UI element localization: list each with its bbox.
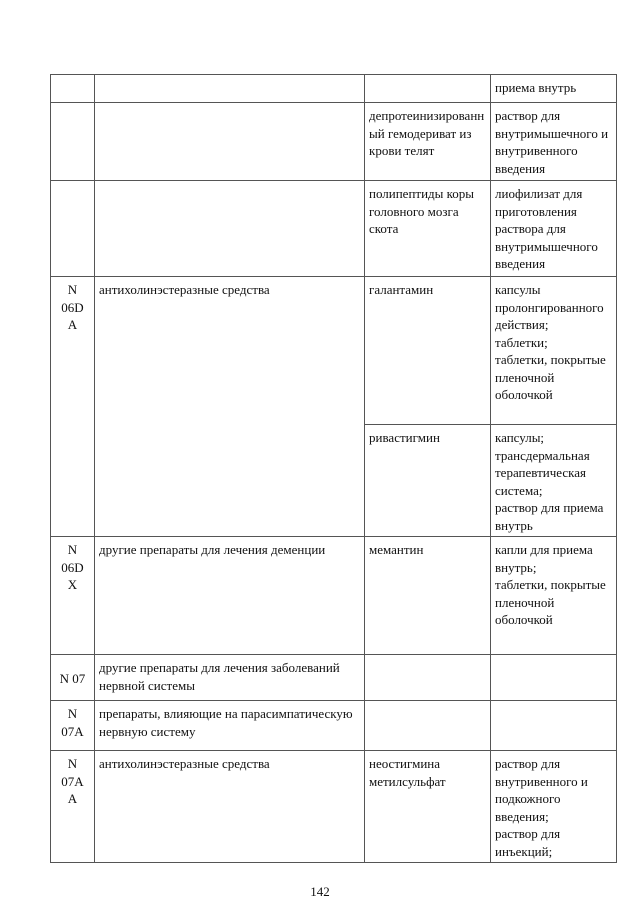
substance-cell (365, 75, 491, 103)
dosage-form-line: таблетки, покрытые пленочной оболочкой (495, 577, 606, 627)
table-row (51, 181, 617, 277)
substance-cell: неостигмина метилсульфат (365, 751, 491, 863)
dosage-form-cell (491, 655, 617, 701)
table-row (51, 103, 617, 181)
atc-code-cell (51, 181, 95, 277)
group-cell: препараты, влияющие на парасимпатическую нервную систему (95, 701, 365, 751)
table-row (51, 277, 617, 425)
atc-code-line: 07A (61, 773, 84, 789)
page-number: 142 (310, 884, 330, 899)
atc-code-line: 06D (61, 559, 84, 575)
substance-cell: ривастигмин (365, 425, 491, 537)
substance-cell (365, 701, 491, 751)
dosage-form-line: трансдермальная терапевтическая система; (495, 447, 590, 498)
group-cell (95, 181, 365, 277)
table-row (51, 701, 617, 751)
dosage-form-line: таблетки, покрытые пленочной оболочкой (495, 352, 606, 402)
dosage-form-cell (491, 701, 617, 751)
dosage-form-line: раствор для приема внутрь (495, 500, 604, 533)
dosage-form-cell (491, 751, 617, 863)
atc-code-line: 07A (61, 723, 84, 739)
group-cell: другие препараты для лечения деменции (95, 537, 365, 655)
table-row (51, 537, 617, 655)
atc-code-line: N (67, 542, 78, 557)
dosage-form-cell (491, 277, 617, 425)
group-cell: антихолинэстеразные средства (95, 277, 365, 537)
table-row (51, 75, 617, 103)
atc-code-cell (51, 701, 95, 751)
dosage-form-line: капсулы; (495, 430, 545, 445)
dosage-form-line: капсулы пролонгированного действия; (495, 282, 604, 332)
substance-cell: галантамин (365, 277, 491, 425)
table-row (51, 751, 617, 863)
atc-code-cell (51, 103, 95, 181)
dosage-form-line: раствор для внутривенного и подкожного введения; (495, 756, 588, 824)
atc-code-cell (51, 751, 95, 863)
atc-code-cell (51, 537, 95, 655)
substance-cell: депротеинизированный гемодериват из крови телят (365, 103, 491, 181)
atc-code-line: N 07 (59, 670, 86, 686)
atc-code-line: N (67, 282, 78, 297)
atc-code-line: N (67, 706, 78, 721)
atc-code-line: A (67, 791, 78, 806)
dosage-form-line: таблетки; (495, 334, 548, 350)
dosage-form-line: капли для приема внутрь; (495, 542, 593, 575)
substance-cell: мемантин (365, 537, 491, 655)
group-cell (95, 103, 365, 181)
dosage-form-cell (491, 537, 617, 655)
atc-code-cell (51, 655, 95, 701)
atc-code-line: N (67, 756, 78, 771)
group-cell (95, 75, 365, 103)
drug-table (50, 74, 617, 863)
dosage-form-line: приема внутрь (495, 80, 577, 95)
dosage-form-cell (491, 181, 617, 277)
group-cell: антихолинэстеразные средства (95, 751, 365, 863)
atc-code-cell (51, 75, 95, 103)
atc-code-line: 06D (61, 299, 84, 315)
dosage-form-line: раствор для инъекций; (495, 826, 561, 859)
group-cell: другие препараты для лечения заболеваний нервной системы (95, 655, 365, 701)
substance-cell (365, 655, 491, 701)
dosage-form-cell (491, 103, 617, 181)
substance-cell: полипептиды коры головного мозга скота (365, 181, 491, 277)
dosage-form-cell (491, 75, 617, 103)
dosage-form-line: лиофилизат для приготовления раствора для внутримышечного введения (495, 186, 598, 271)
atc-code-line: X (67, 577, 78, 592)
dosage-form-cell (491, 425, 617, 537)
table-row (51, 655, 617, 701)
atc-code-cell (51, 277, 95, 537)
dosage-form-line: раствор для внутримышечного и внутривенного введения (495, 108, 609, 176)
atc-code-line: A (67, 317, 78, 332)
